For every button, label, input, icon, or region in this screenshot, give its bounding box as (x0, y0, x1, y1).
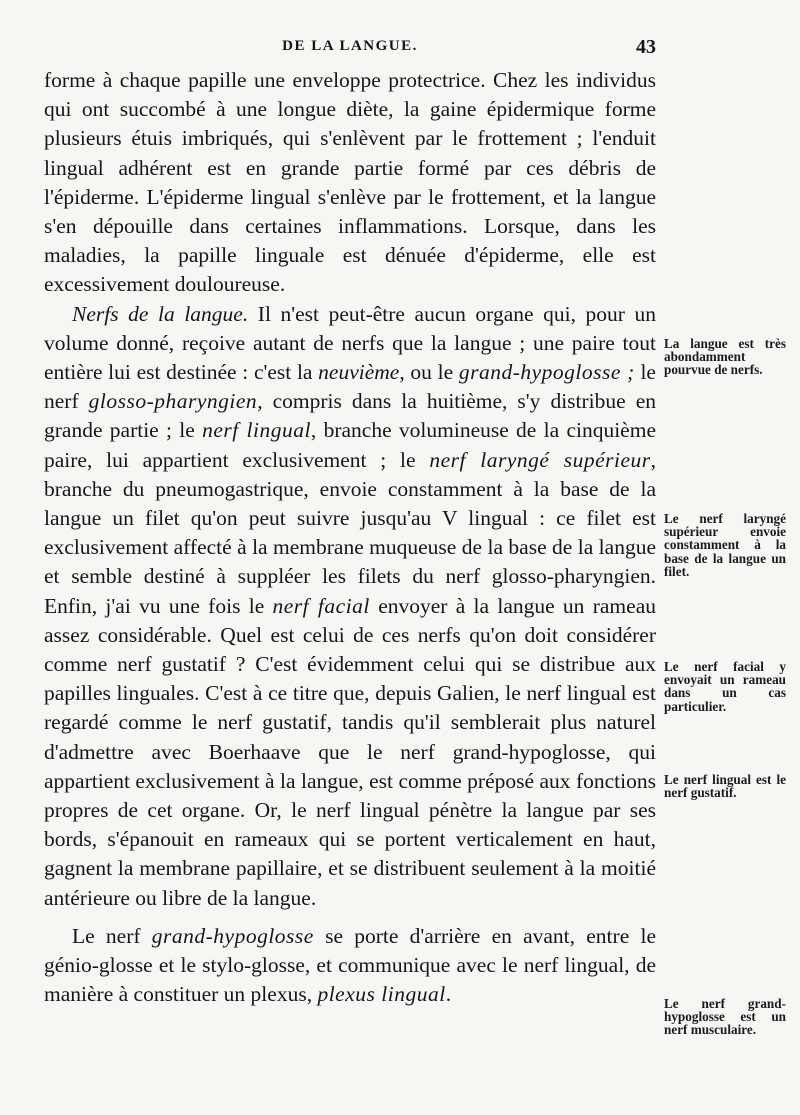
text-run: . (445, 982, 452, 1007)
margin-note-larynge: Le nerf laryngé supérieur envoie constamment à la base de la langue un filet. (664, 511, 786, 579)
margin-note-nerfs: La langue est très abondamment pourvue de nerfs. (664, 336, 786, 378)
text-run: envoyer à la langue un rameau assez considérable. Quel est celui de ces nerfs qu'on doit considérer comme nerf gustatif ? C'est évidemment celui qui se distribue aux papilles linguales. C'est à ce titre que, depuis Galien, le nerf lingual est regardé comme le nerf gustatif, tandis qu'il semblerait plus naturel d'admettre avec Boerhaave que le nerf grand-hypoglosse, qui appartient exclusivement à la langue, est comme préposé aux fonctions propres de cet organe. Or, le nerf lingual pénètre la langue par ses bords, s'épanouit en rameaux qui se portent verticalement en haut, gagnent la membrane papillaire, et se distribuent seulement à la moitié antérieure ou libre de la langue. (44, 593, 656, 910)
section-title-nerfs: Nerfs de la langue. (72, 301, 249, 326)
text-run: , compris dans la huitième, s'y distribue en grande partie ; le (44, 389, 656, 443)
italic-nerf-lingual: nerf lingual (202, 418, 311, 443)
text-run: Il n'est peut-être aucun organe qui, pour un volume donné, reçoive autant de nerfs que la langue ; une paire tout entière lui est destinée : c'est la (44, 301, 657, 385)
text-run: le nerf (44, 360, 656, 414)
margin-note-facial: Le nerf facial y envoyait un rameau dans un cas particulier. (664, 659, 786, 714)
paragraph-epiderme: forme à chaque papille une enveloppe protectrice. Chez les individus qui ont succombé à une longue diète, la gaine épidermique forme plusieurs étuis imbriqués, qui s'enlèvent par le frottement ; l'enduit lingual adhérent est en grande partie formé par ces débris de l'épiderme. L'épiderme lingual s'enlève par le frottement, et la langue s'en dépouille dans certaines inflammations. Lorsque, dans les maladies, la papille linguale est dénuée d'épiderme, elle est excessivement douloureuse. (44, 68, 656, 297)
running-title: DE LA LANGUE. (282, 38, 418, 54)
italic-nerf-facial: nerf facial (272, 593, 370, 618)
text-run: se porte d'arrière en avant, entre le génio-glosse et le stylo-glosse, et communique avec le nerf lingual, de manière à constituer un plexus, (44, 923, 656, 1007)
page-number: 43 (636, 36, 656, 58)
text-run: , branche du pneumogastrique, envoie constamment à la base de la langue un filet qu'on peut suivre jusqu'au V lingual : ce filet est exclusivement affecté à la membrane muqueuse de la base de la langue et semble destiné à suppléer les filets du nerf glosso-pharyngien. Enfin, j'ai vu une fois le (44, 447, 657, 618)
paragraph-gap (44, 913, 656, 922)
italic-grand-hypoglosse: grand-hypoglosse ; (458, 360, 635, 385)
margin-note-hypoglosse: Le nerf grand-hypoglosse est un nerf musculaire. (664, 996, 786, 1038)
paragraph-nerfs (44, 300, 656, 913)
text-run: Le nerf (72, 923, 152, 948)
paragraph-hypoglosse (44, 922, 656, 1010)
main-text (44, 66, 656, 1010)
italic-glosso-pharyngien: glosso-pharyngien (88, 389, 258, 414)
italic-plexus-lingual: plexus lingual (317, 982, 446, 1007)
italic-neuvieme: neuvième (318, 360, 400, 385)
running-head (44, 36, 656, 58)
text-run: , ou le (399, 360, 459, 385)
margin-note-gustatif: Le nerf lingual est le nerf gustatif. (664, 772, 786, 801)
italic-nerf-larynge: nerf laryngé supérieur (429, 447, 651, 472)
text-run: , branche volumineuse de la cinquième paire, lui appartient exclusivement ; le (44, 418, 656, 472)
italic-grand-hypoglosse-2: grand-hypoglosse (151, 923, 314, 948)
